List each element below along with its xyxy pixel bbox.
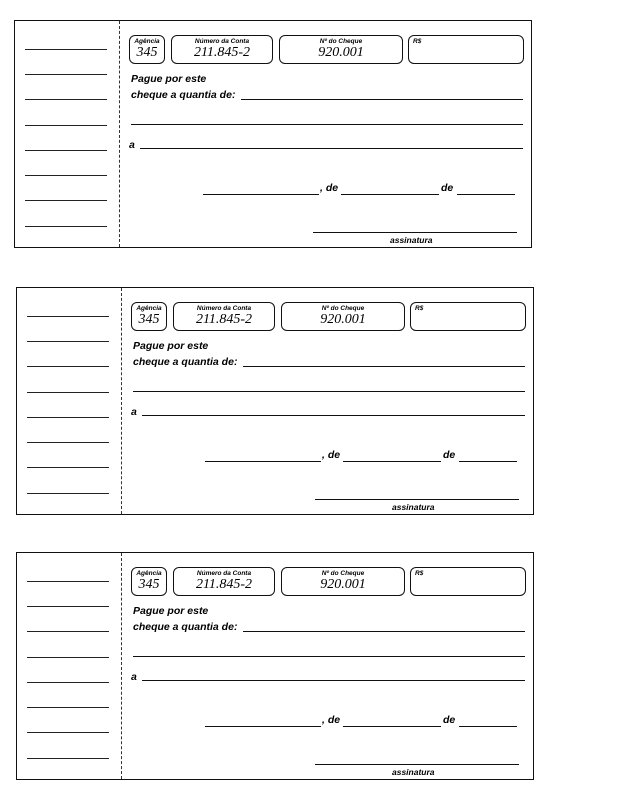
rs-label: R$ [415, 305, 424, 312]
signature-label: assinatura [392, 502, 435, 512]
cheque [16, 287, 534, 515]
day-month-line[interactable] [343, 461, 441, 462]
stub-line[interactable] [27, 581, 109, 582]
year-line[interactable] [459, 726, 517, 727]
agencia-label: Agência [136, 305, 162, 312]
date-de-1: , de [322, 449, 341, 461]
stub-line[interactable] [27, 366, 109, 367]
stub-line[interactable] [27, 341, 109, 342]
stub-line[interactable] [27, 631, 109, 632]
stub-line[interactable] [25, 200, 107, 201]
conta-box [173, 567, 275, 596]
conta-box [173, 302, 275, 331]
conta-box [171, 35, 273, 64]
city-line[interactable] [203, 194, 319, 195]
amount-box[interactable] [410, 302, 526, 331]
stub-line[interactable] [27, 682, 109, 683]
agencia-value: 345 [138, 312, 160, 327]
cheque-number-value: 920.001 [318, 45, 364, 60]
date-de-1: , de [320, 182, 339, 194]
stub-line[interactable] [27, 392, 109, 393]
agencia-box [131, 567, 167, 596]
conta-value: 211.845-2 [195, 312, 253, 327]
signature-line[interactable] [313, 232, 517, 233]
stub-line[interactable] [25, 150, 107, 151]
stub-line[interactable] [27, 606, 109, 607]
stub-line[interactable] [27, 467, 109, 468]
stub-line[interactable] [25, 99, 107, 100]
day-month-line[interactable] [343, 726, 441, 727]
stub-line[interactable] [27, 417, 109, 418]
pague-text-line1: Pague por este [133, 340, 209, 352]
amount-words-line[interactable] [243, 366, 525, 367]
signature-label: assinatura [390, 235, 433, 245]
cheque [14, 20, 532, 248]
payee-line[interactable] [142, 415, 525, 416]
agencia-value: 345 [136, 45, 158, 60]
stub-line[interactable] [27, 442, 109, 443]
payee-prefix: a [131, 671, 137, 683]
pague-text-line1: Pague por este [133, 605, 209, 617]
city-line[interactable] [205, 726, 321, 727]
payee-prefix: a [129, 139, 135, 151]
cheque-number-box [281, 302, 405, 331]
rs-label: R$ [413, 38, 422, 45]
amount-words-line[interactable] [241, 99, 523, 100]
year-line[interactable] [459, 461, 517, 462]
signature-line[interactable] [315, 499, 519, 500]
stub-line[interactable] [25, 74, 107, 75]
date-de-2: de [443, 714, 456, 726]
cheque-number-label: Nº do Cheque [319, 38, 363, 45]
date-de-2: de [443, 449, 456, 461]
agencia-box [131, 302, 167, 331]
amount-box[interactable] [408, 35, 524, 64]
payee-line[interactable] [142, 680, 525, 681]
stub-line[interactable] [25, 175, 107, 176]
cheque-number-box [279, 35, 403, 64]
year-line[interactable] [457, 194, 515, 195]
stub-line[interactable] [25, 125, 107, 126]
conta-value: 211.845-2 [193, 45, 251, 60]
pague-text-line2: cheque a quantia de: [133, 621, 238, 633]
cheque-stub [17, 288, 122, 514]
city-line[interactable] [205, 461, 321, 462]
pague-text-line1: Pague por este [131, 73, 207, 85]
conta-label: Número da Conta [196, 570, 252, 577]
stub-line[interactable] [25, 49, 107, 50]
pague-text-line2: cheque a quantia de: [133, 356, 238, 368]
signature-line[interactable] [315, 764, 519, 765]
payee-prefix: a [131, 406, 137, 418]
signature-label: assinatura [392, 767, 435, 777]
amount-words-line-2[interactable] [133, 391, 525, 392]
cheque-stub [15, 21, 120, 247]
cheque-number-label: Nº do Cheque [321, 570, 365, 577]
stub-line[interactable] [27, 493, 109, 494]
stub-line[interactable] [27, 707, 109, 708]
agencia-value: 345 [138, 577, 160, 592]
agencia-box [129, 35, 165, 64]
cheque-number-label: Nº do Cheque [321, 305, 365, 312]
cheque-number-value: 920.001 [320, 577, 366, 592]
conta-label: Número da Conta [196, 305, 252, 312]
cheque-stub [17, 553, 122, 779]
payee-line[interactable] [140, 148, 523, 149]
cheque [16, 552, 534, 780]
amount-words-line[interactable] [243, 631, 525, 632]
conta-value: 211.845-2 [195, 577, 253, 592]
stub-line[interactable] [27, 732, 109, 733]
amount-words-line-2[interactable] [133, 656, 525, 657]
rs-label: R$ [415, 570, 424, 577]
cheque-number-value: 920.001 [320, 312, 366, 327]
cheque-number-box [281, 567, 405, 596]
date-de-2: de [441, 182, 454, 194]
stub-line[interactable] [27, 758, 109, 759]
day-month-line[interactable] [341, 194, 439, 195]
stub-line[interactable] [27, 657, 109, 658]
agencia-label: Agência [134, 38, 160, 45]
pague-text-line2: cheque a quantia de: [131, 89, 236, 101]
amount-box[interactable] [410, 567, 526, 596]
date-de-1: , de [322, 714, 341, 726]
conta-label: Número da Conta [194, 38, 250, 45]
stub-line[interactable] [25, 226, 107, 227]
agencia-label: Agência [136, 570, 162, 577]
amount-words-line-2[interactable] [131, 124, 523, 125]
stub-line[interactable] [27, 316, 109, 317]
